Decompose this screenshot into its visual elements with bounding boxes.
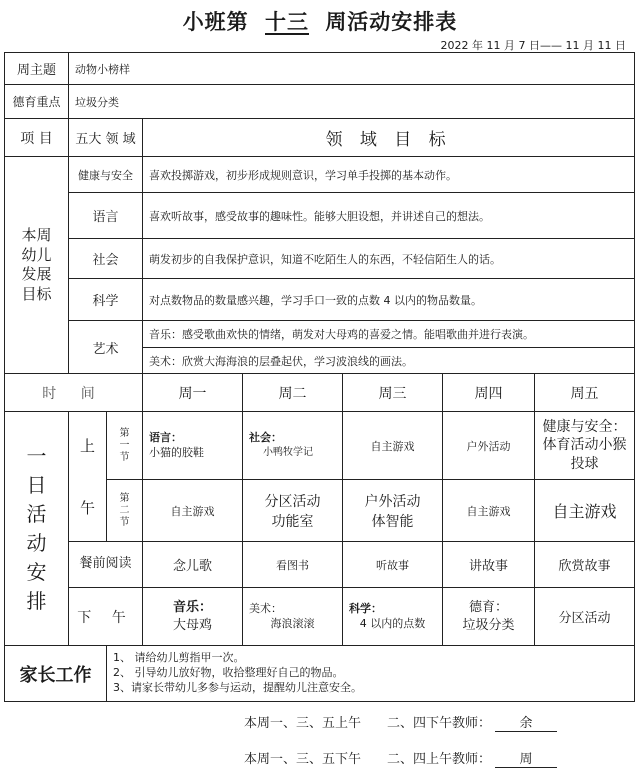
footer-teacher-line-2 xyxy=(0,748,640,768)
activity-cell xyxy=(343,588,443,646)
activity-cell xyxy=(143,412,243,480)
day-header: 周二 xyxy=(243,374,343,412)
activity-cell: 自主游戏 xyxy=(143,480,243,542)
activity-cell: 健康与安全：体育活动小猴投球 xyxy=(535,412,635,480)
theme-value: 动物小榜样 xyxy=(69,53,635,85)
time-label: 时 间 xyxy=(5,374,143,412)
date-range: 2022 年 11 月 7 日—— 11 月 11 日 xyxy=(440,39,626,52)
activity-cell: 分区活动 xyxy=(535,588,635,646)
schedule-table xyxy=(4,52,635,702)
activity-cell: 户外活动 xyxy=(443,412,535,480)
teacher-1-name: 余 xyxy=(495,712,557,732)
goal-domain: 社会 xyxy=(69,239,143,279)
activity-cell xyxy=(143,588,243,646)
reading-cell: 听故事 xyxy=(343,542,443,588)
week-number: 十三 xyxy=(265,10,309,34)
section-2-label: 第二节 xyxy=(107,480,143,542)
item-header: 项 目 xyxy=(5,119,69,157)
reading-label: 餐前阅读 xyxy=(69,542,143,588)
morning-label-1: 上 xyxy=(79,436,95,455)
activity-cell xyxy=(243,412,343,480)
goal-text: 音乐：感受歌曲欢快的情绪，萌发对大母鸡的喜爱之情。能唱歌曲并进行表演。 xyxy=(143,321,635,348)
parents-item: 1、 请给幼儿剪指甲一次。 xyxy=(113,651,245,665)
day-header: 周一 xyxy=(143,374,243,412)
goal-text: 喜欢投掷游戏，初步形成规则意识，学习单手投掷的基本动作。 xyxy=(143,157,635,193)
reading-cell: 欣赏故事 xyxy=(535,542,635,588)
activity-title: 美术： xyxy=(249,601,282,615)
activity-title: 德育： xyxy=(468,599,508,615)
goal-text-secondary: 美术：欣赏大海海浪的层叠起伏，学习波浪线的画法。 xyxy=(143,348,635,374)
goal-text: 对点数物品的数量感兴趣，学习手口一致的点数 4 以内的物品数量。 xyxy=(143,279,635,321)
parents-label: 家长工作 xyxy=(5,646,107,702)
goal-text: 喜欢听故事，感受故事的趣味性。能够大胆设想，并讲述自己的想法。 xyxy=(143,193,635,239)
theme-label: 周主题 xyxy=(5,53,69,85)
goal-domain: 科学 xyxy=(69,279,143,321)
activity-cell: 自主游戏 xyxy=(535,480,635,542)
activity-sub: 海浪滚滚 xyxy=(270,616,315,630)
goals-header: 领 域 目 标 xyxy=(143,119,635,157)
activity-sub: 小猫的胶鞋 xyxy=(149,445,204,459)
day-header: 周四 xyxy=(443,374,535,412)
reading-cell: 念儿歌 xyxy=(143,542,243,588)
teacher-2-name: 周 xyxy=(495,748,557,768)
footer-line-1-text: 本周一、三、五上午 二、四下午教师： xyxy=(244,716,492,731)
activity-cell: 分区活动 功能室 xyxy=(243,480,343,542)
afternoon-label: 下 午 xyxy=(69,588,143,646)
activity-cell: 自主游戏 xyxy=(343,412,443,480)
domains-header: 五大 领 域 xyxy=(69,119,143,157)
day-header: 周五 xyxy=(535,374,635,412)
reading-cell: 看图书 xyxy=(243,542,343,588)
activity-cell: 户外活动 体智能 xyxy=(343,480,443,542)
parents-items xyxy=(107,646,635,702)
parents-item: 2、 引导幼儿放好物，收拾整理好自己的物品。 xyxy=(113,666,344,680)
title-suffix: 周活动安排表 xyxy=(325,10,458,34)
goal-domain: 语言 xyxy=(69,193,143,239)
activity-cell xyxy=(443,588,535,646)
activity-sub: 4 以内的点数 xyxy=(359,616,426,630)
activity-title: 语言： xyxy=(149,430,182,444)
activity-sub: 小鸭牧学记 xyxy=(263,447,313,459)
daily-side-label: 一日活动安排 xyxy=(5,412,69,646)
footer-teacher-line-1 xyxy=(0,712,640,732)
goals-side-label: 本周幼儿发展目标 xyxy=(5,157,69,374)
morning-label xyxy=(69,412,107,542)
parents-item: 3、请家长带幼儿多参与运动，提醒幼儿注意安全。 xyxy=(113,680,362,694)
activity-title: 科学： xyxy=(349,601,382,615)
morning-label-2: 午 xyxy=(79,498,95,517)
activity-title: 音乐： xyxy=(172,599,212,615)
section-1-label: 第一节 xyxy=(107,412,143,480)
goal-text: 萌发初步的自我保护意识，知道不吃陌生人的东西，不轻信陌生人的话。 xyxy=(143,239,635,279)
title-prefix: 小班第 xyxy=(182,10,249,34)
moral-value: 垃圾分类 xyxy=(69,85,635,119)
activity-cell xyxy=(243,588,343,646)
activity-title: 社会： xyxy=(249,431,282,445)
moral-label: 德育重点 xyxy=(5,85,69,119)
goal-domain: 艺术 xyxy=(69,321,143,374)
activity-cell: 自主游戏 xyxy=(443,480,535,542)
activity-sub: 大母鸡 xyxy=(172,617,212,633)
day-header: 周三 xyxy=(343,374,443,412)
footer-line-2-text: 本周一、三、五下午 二、四上午教师： xyxy=(244,752,492,767)
activity-sub: 垃圾分类 xyxy=(462,617,515,633)
reading-cell: 讲故事 xyxy=(443,542,535,588)
page-title xyxy=(0,6,640,36)
goal-domain: 健康与安全 xyxy=(69,157,143,193)
